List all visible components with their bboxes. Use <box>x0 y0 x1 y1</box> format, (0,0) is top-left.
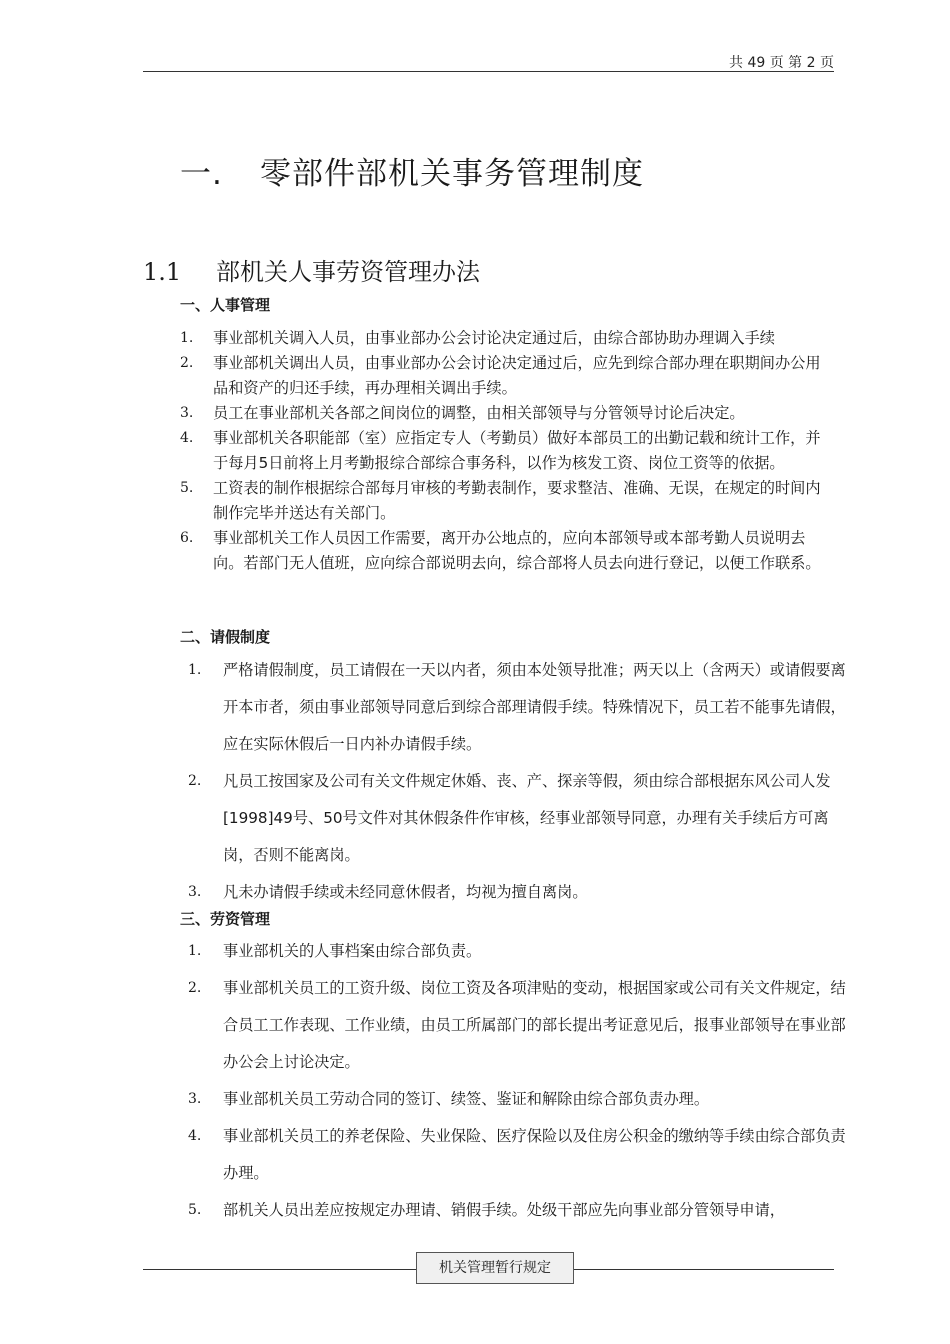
list-item-number: 1. <box>188 943 202 959</box>
list-item-text: 事业部机关员工的工资升级、岗位工资及各项津贴的变动，根据国家或公司有关文件规定，结合员工工作表现、工作业绩，由员工所属部门的部长提出考证意见后，报事业部领导在事业部办公会上讨论决定。 <box>223 979 846 1071</box>
list-item-text: 凡未办请假手续或未经同意休假者，均视为擅自离岗。 <box>223 883 588 901</box>
list-item-number: 3. <box>188 1091 202 1107</box>
page-counter: 共 49 页 第 2 页 <box>729 55 834 71</box>
list-item <box>180 351 835 401</box>
footer-label: 机关管理暂行规定 <box>416 1252 574 1284</box>
list-item <box>180 476 835 526</box>
list-item-number: 6. <box>180 530 194 546</box>
list-item-text: 事业部机关调入人员，由事业部办公会讨论决定通过后，由综合部协助办理调入手续 <box>213 329 775 347</box>
list-item <box>188 933 848 970</box>
labor-heading: 三、劳资管理 <box>180 910 271 928</box>
leave-list <box>188 652 848 911</box>
list-item <box>188 874 848 911</box>
personnel-heading: 一、人事管理 <box>180 296 271 314</box>
leave-heading: 二、请假制度 <box>180 628 271 646</box>
list-item <box>188 1118 848 1192</box>
list-item-text: 部机关人员出差应按规定办理请、销假手续。处级干部应先向事业部分管领导申请， <box>223 1201 785 1219</box>
list-item-text: 事业部机关员工劳动合同的签订、续签、鉴证和解除由综合部负责办理。 <box>223 1090 709 1108</box>
labor-list <box>188 933 848 1229</box>
chapter-title: 零部件部机关事务管理制度 <box>260 156 644 192</box>
list-item-number: 1. <box>180 330 194 346</box>
list-item-number: 5. <box>180 480 194 496</box>
header-divider <box>143 71 834 72</box>
section-title: 部机关人事劳资管理办法 <box>216 258 480 286</box>
list-item-number: 2. <box>180 355 194 371</box>
list-item-text: 事业部机关调出人员，由事业部办公会讨论决定通过后，应先到综合部办理在职期间办公用品和资产的归还手续，再办理相关调出手续。 <box>213 354 821 397</box>
list-item-text: 凡员工按国家及公司有关文件规定休婚、丧、产、探亲等假，须由综合部根据东风公司人发[1998]49号、50号文件对其休假条件作审核，经事业部领导同意，办理有关手续后方可离岗，否则不能离岗。 <box>223 772 831 864</box>
list-item-text: 工资表的制作根据综合部每月审核的考勤表制作，要求整洁、准确、无误，在规定的时间内制作完毕并送达有关部门。 <box>213 479 821 522</box>
list-item <box>188 1192 848 1229</box>
section-heading <box>143 252 480 287</box>
personnel-list <box>180 326 835 576</box>
chapter-number: 一. <box>180 156 223 192</box>
list-item <box>188 763 848 874</box>
list-item-text: 严格请假制度，员工请假在一天以内者，须由本处领导批准；两天以上（含两天）或请假要离开本市者，须由事业部领导同意后到综合部理请假手续。特殊情况下，员工若不能事先请假，应在实际休假后一日内补办请假手续。 <box>223 661 846 753</box>
list-item-number: 4. <box>188 1128 202 1144</box>
list-item-text: 事业部机关工作人员因工作需要，离开办公地点的，应向本部领导或本部考勤人员说明去向。若部门无人值班，应向综合部说明去向，综合部将人员去向进行登记，以便工作联系。 <box>213 529 821 572</box>
list-item-number: 2. <box>188 773 202 789</box>
list-item <box>180 526 835 576</box>
list-item-number: 5. <box>188 1202 202 1218</box>
list-item-text: 事业部机关的人事档案由综合部负责。 <box>223 942 482 960</box>
list-item-number: 2. <box>188 980 202 996</box>
list-item <box>180 401 835 426</box>
list-item-text: 事业部机关各职能部（室）应指定专人（考勤员）做好本部员工的出勤记载和统计工作，并于每月5日前将上月考勤报综合部综合事务科，以作为核发工资、岗位工资等的依据。 <box>213 429 821 472</box>
list-item-number: 3. <box>180 405 194 421</box>
list-item <box>188 970 848 1081</box>
list-item <box>180 326 835 351</box>
list-item <box>180 426 835 476</box>
list-item-number: 3. <box>188 884 202 900</box>
list-item <box>188 652 848 763</box>
list-item-number: 1. <box>188 662 202 678</box>
chapter-heading <box>180 148 644 193</box>
list-item-text: 事业部机关员工的养老保险、失业保险、医疗保险以及住房公积金的缴纳等手续由综合部负责办理。 <box>223 1127 846 1182</box>
list-item-number: 4. <box>180 430 194 446</box>
list-item <box>188 1081 848 1118</box>
list-item-text: 员工在事业部机关各部之间岗位的调整，由相关部领导与分管领导讨论后决定。 <box>213 404 745 422</box>
section-number: 1.1 <box>143 258 182 286</box>
